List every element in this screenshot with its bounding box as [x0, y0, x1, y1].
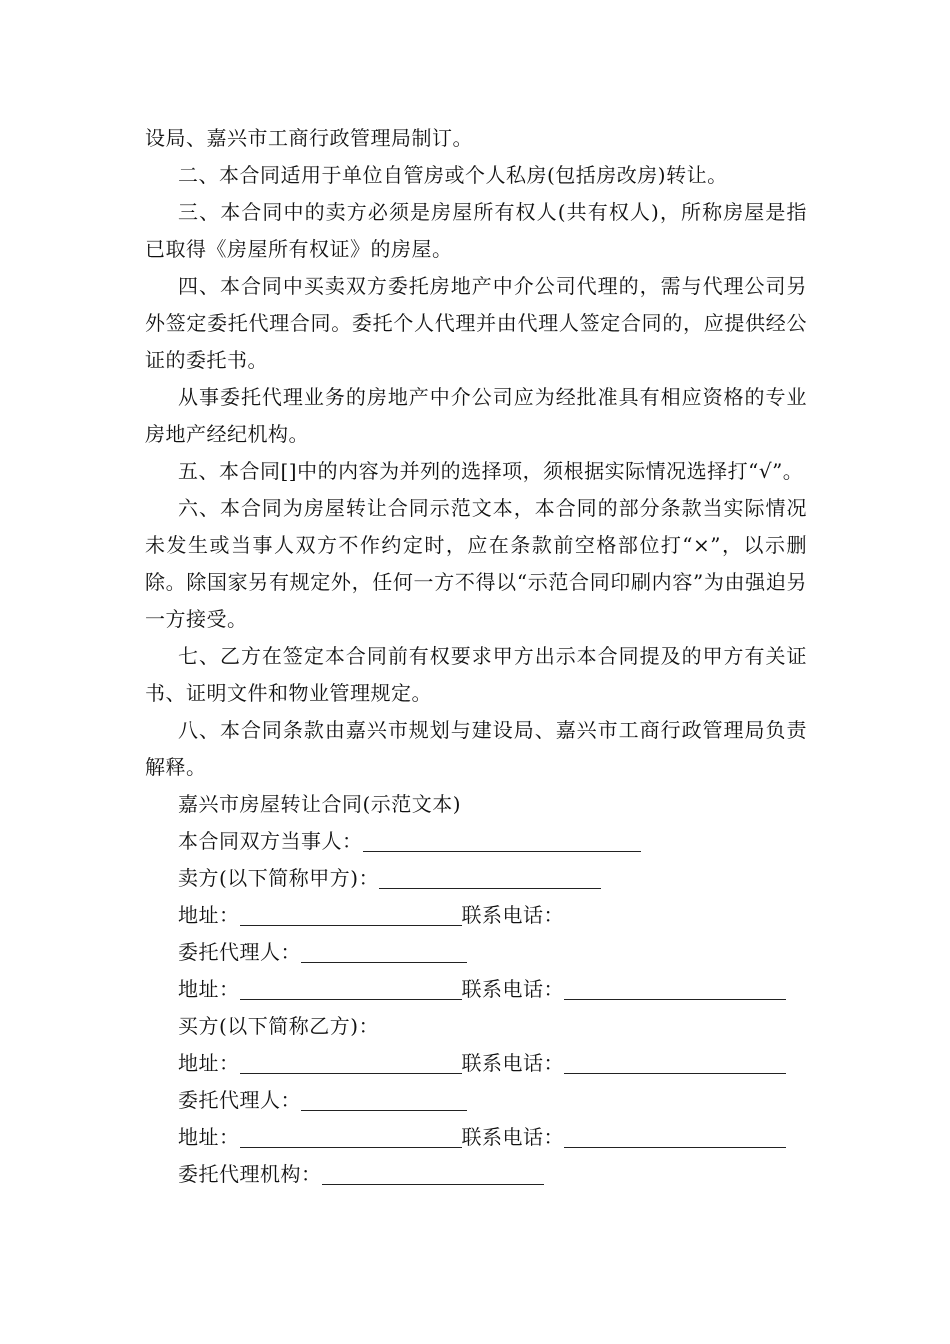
document-body	[145, 120, 807, 1193]
buyer-row	[145, 1008, 807, 1045]
phone-label: 联系电话：	[461, 903, 564, 927]
paragraph-item-4: 四、本合同中买卖双方委托房地产中介公司代理的，需与代理公司另外签定委托代理合同。委托个人代理并由代理人签定合同的，应提供经公证的委托书。	[145, 274, 807, 372]
seller-address-row	[145, 897, 807, 934]
paragraph-item-6: 六、本合同为房屋转让合同示范文本，本合同的部分条款当实际情况未发生或当事人双方不作约定时，应在条款前空格部位打“×”，以示删除。除国家另有规定外，任何一方不得以“示范合同印刷内容”为由强迫另一方接受。	[145, 496, 807, 631]
parties-field[interactable]	[363, 825, 641, 852]
contract-title: 嘉兴市房屋转让合同(示范文本)	[178, 792, 462, 816]
seller-agent-address-row	[145, 971, 807, 1008]
paragraph-item-5: 五、本合同[]中的内容为并列的选择项，须根据实际情况选择打“√”。	[178, 459, 804, 483]
seller-agent-field[interactable]	[301, 936, 467, 963]
buyer-label: 买方(以下简称乙方)：	[178, 1014, 380, 1038]
buyer-agent-row	[145, 1082, 807, 1119]
phone-label: 联系电话：	[461, 1125, 564, 1149]
buyer-agent-address-field[interactable]	[240, 1121, 462, 1148]
agency-row	[145, 1156, 807, 1193]
agent-label: 委托代理人：	[178, 1088, 301, 1112]
buyer-agent-field[interactable]	[301, 1084, 467, 1111]
seller-field[interactable]	[379, 862, 601, 889]
buyer-address-row	[145, 1045, 807, 1082]
agency-field[interactable]	[322, 1158, 544, 1185]
paragraph-item-2: 二、本合同适用于单位自管房或个人私房(包括房改房)转让。	[178, 163, 728, 187]
phone-label: 联系电话：	[461, 977, 564, 1001]
seller-agent-row	[145, 934, 807, 971]
address-label: 地址：	[178, 1051, 240, 1075]
phone-label: 联系电话：	[461, 1051, 564, 1075]
paragraph-item-8: 八、本合同条款由嘉兴市规划与建设局、嘉兴市工商行政管理局负责解释。	[145, 718, 807, 779]
seller-label: 卖方(以下简称甲方)：	[178, 866, 380, 890]
address-label: 地址：	[178, 903, 240, 927]
paragraph-intro-continuation: 设局、嘉兴市工商行政管理局制订。	[145, 126, 473, 150]
seller-agent-address-field[interactable]	[240, 973, 462, 1000]
paragraph-item-4-note: 从事委托代理业务的房地产中介公司应为经批准具有相应资格的专业房地产经纪机构。	[145, 385, 807, 446]
address-label: 地址：	[178, 1125, 240, 1149]
buyer-agent-address-row	[145, 1119, 807, 1156]
agent-label: 委托代理人：	[178, 940, 301, 964]
paragraph-item-7: 七、乙方在签定本合同前有权要求甲方出示本合同提及的甲方有关证书、证明文件和物业管理规定。	[145, 644, 807, 705]
buyer-phone-field[interactable]	[564, 1047, 786, 1074]
buyer-address-field[interactable]	[240, 1047, 462, 1074]
parties-row	[145, 823, 807, 860]
seller-agent-phone-field[interactable]	[564, 973, 786, 1000]
parties-label: 本合同双方当事人：	[178, 829, 363, 853]
seller-row	[145, 860, 807, 897]
address-label: 地址：	[178, 977, 240, 1001]
buyer-agent-phone-field[interactable]	[564, 1121, 786, 1148]
agency-label: 委托代理机构：	[178, 1162, 322, 1186]
seller-address-field[interactable]	[240, 899, 462, 926]
paragraph-item-3: 三、本合同中的卖方必须是房屋所有权人(共有权人)，所称房屋是指已取得《房屋所有权证》的房屋。	[145, 200, 807, 261]
